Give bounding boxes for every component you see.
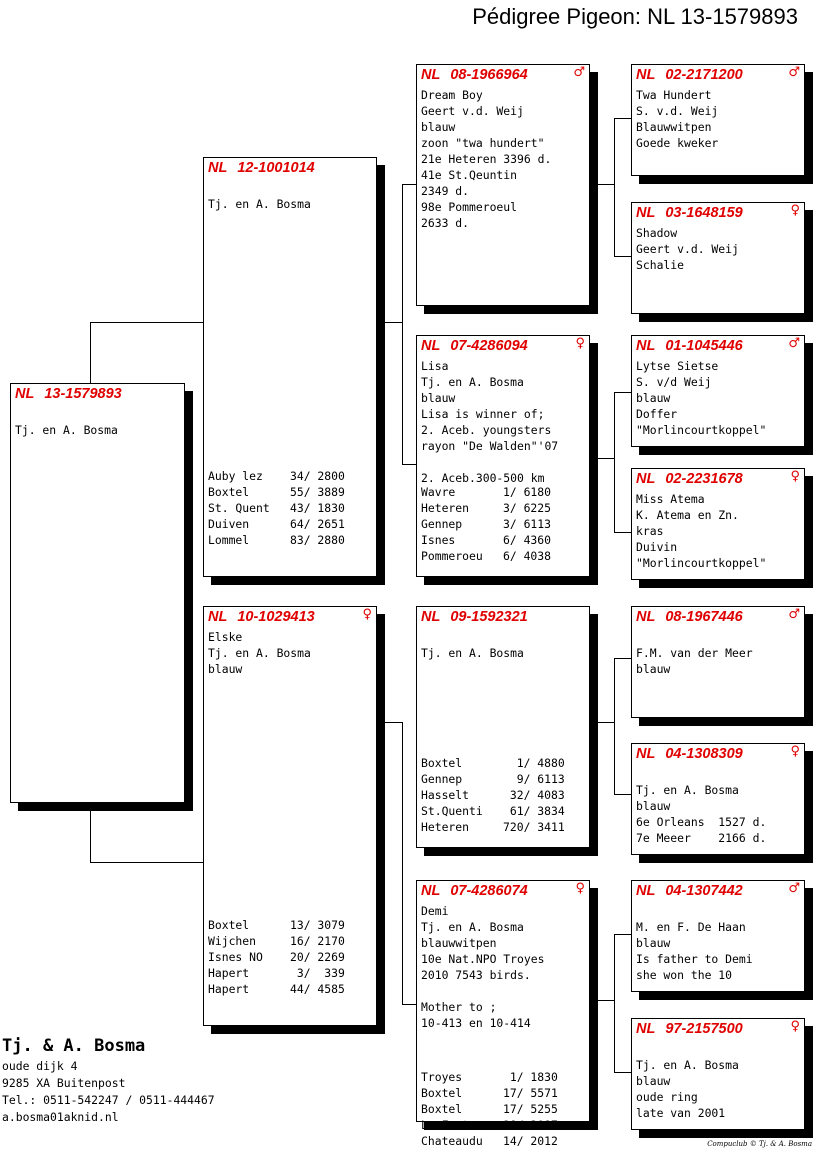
result-place: Isnes NO <box>208 950 263 964</box>
owner-phone: Tel.: 0511-542247 / 0511-444467 <box>2 1093 215 1107</box>
result-row <box>421 516 551 532</box>
ring-number: 07-4286094 <box>450 338 528 354</box>
male-icon: ♂ <box>788 336 800 351</box>
owner-name: Tj. & A. Bosma <box>2 1036 146 1056</box>
detail-line: Tj. en A. Bosma <box>15 423 118 437</box>
detail-line: M. en F. De Haan <box>636 920 746 934</box>
detail-line: K. Atema en Zn. <box>636 508 739 522</box>
detail-line: 41e St.Qeuntin <box>421 168 518 182</box>
result-row <box>421 1133 558 1149</box>
pigeon-card-mff[interactable] <box>631 606 805 718</box>
detail-line: Dream Boy <box>421 88 483 102</box>
connector <box>614 118 615 256</box>
country-code: NL <box>421 609 441 625</box>
result-row <box>208 468 345 484</box>
result-row <box>421 771 565 787</box>
pigeon-details <box>636 87 718 151</box>
detail-line: Schalie <box>636 258 685 272</box>
connector <box>614 658 615 794</box>
pigeon-card-mother[interactable] <box>203 606 377 1026</box>
pigeon-details <box>208 629 311 677</box>
pigeon-details <box>636 225 739 273</box>
detail-line: 2. Aceb. youngsters <box>421 423 552 437</box>
female-icon: ♀ <box>790 203 800 218</box>
country-code: NL <box>636 609 656 625</box>
result-row <box>208 484 345 500</box>
detail-line: blauw <box>636 662 671 676</box>
pigeon-details <box>636 491 766 571</box>
connector <box>402 1004 417 1005</box>
ring-number: 10-1029413 <box>237 609 315 625</box>
result-score: 720/ 3411 <box>503 820 565 834</box>
detail-line: blauw <box>208 662 243 676</box>
pigeon-ring-header <box>636 883 800 901</box>
country-code: NL <box>421 883 441 899</box>
connector <box>402 184 403 464</box>
connector <box>384 722 402 723</box>
result-score: 20/ 2269 <box>290 950 345 964</box>
detail-line: 2633 d. <box>421 216 470 230</box>
result-row <box>421 500 551 516</box>
result-score: 1/ 1830 <box>503 1070 558 1084</box>
country-code: NL <box>636 1021 656 1037</box>
result-row <box>208 500 345 516</box>
connector <box>614 658 632 659</box>
connector <box>598 1000 614 1001</box>
connector <box>614 1072 632 1073</box>
pigeon-card-mmf[interactable] <box>631 880 805 992</box>
result-place: Gennep <box>421 772 463 786</box>
result-score: 34/ 2800 <box>290 469 345 483</box>
result-place: Wavre <box>421 485 456 499</box>
pigeon-details <box>421 629 524 661</box>
pigeon-ring-header <box>636 746 800 764</box>
connector <box>614 532 632 533</box>
connector <box>402 722 403 1004</box>
connector <box>614 392 632 393</box>
race-results <box>208 468 345 548</box>
result-place: Boxtel <box>208 485 250 499</box>
female-icon: ♀ <box>575 881 585 896</box>
detail-line: 10-413 en 10-414 <box>421 1016 531 1030</box>
country-code: NL <box>636 883 656 899</box>
detail-line: Tj. en A. Bosma <box>636 1058 739 1072</box>
country-code: NL <box>421 67 441 83</box>
female-icon: ♀ <box>790 469 800 484</box>
detail-line: Goede kweker <box>636 136 719 150</box>
detail-line: rayon "De Walden"'07 <box>421 439 559 453</box>
connector <box>90 322 91 384</box>
result-place: Chateaudu <box>421 1134 483 1148</box>
detail-line: Shadow <box>636 226 678 240</box>
country-code: NL <box>421 338 441 354</box>
pigeon-ring-header <box>421 883 585 901</box>
female-icon: ♀ <box>790 1019 800 1034</box>
detail-line <box>636 629 753 645</box>
country-code: NL <box>636 338 656 354</box>
result-score: 6/ 4360 <box>503 533 552 547</box>
result-place: Heteren <box>421 820 470 834</box>
ring-number: 01-1045446 <box>665 338 743 354</box>
female-icon: ♀ <box>575 336 585 351</box>
owner-block <box>2 1034 215 1126</box>
connector <box>90 810 91 863</box>
detail-line: blauw <box>421 391 456 405</box>
result-place: Heteren <box>421 501 470 515</box>
female-icon: ♀ <box>790 744 800 759</box>
pigeon-card-mm[interactable] <box>416 880 590 1148</box>
detail-line: blauw <box>421 120 456 134</box>
country-code: NL <box>636 746 656 762</box>
detail-line: kras <box>636 524 664 538</box>
detail-line: oude ring <box>636 1090 698 1104</box>
pigeon-card-mfm[interactable] <box>631 743 805 855</box>
result-score: 16/ 2170 <box>290 934 345 948</box>
pigeon-ring-header <box>421 67 585 85</box>
pigeon-details <box>636 629 753 677</box>
detail-line: Geert v.d. Weij <box>636 242 739 256</box>
result-place: La Ferte <box>421 1118 476 1132</box>
connector <box>614 392 615 532</box>
pigeon-ring-header <box>636 338 800 356</box>
owner-city: 9285 XA Buitenpost <box>2 1076 126 1090</box>
ring-number: 97-2157500 <box>665 1021 743 1037</box>
result-score: 6/ 4038 <box>503 549 552 563</box>
detail-line <box>636 903 753 919</box>
detail-line: Tj. en A. Bosma <box>208 646 311 660</box>
result-score: 3/ 6225 <box>503 501 552 515</box>
pigeon-details <box>421 87 551 231</box>
owner-address: oude dijk 4 <box>2 1059 78 1073</box>
result-row <box>208 516 345 532</box>
pigeon-ring-header <box>636 67 800 85</box>
race-results <box>421 484 551 564</box>
country-code: NL <box>15 386 35 402</box>
result-row <box>421 1069 558 1085</box>
connector <box>402 184 417 185</box>
detail-line: Twa Hundert <box>636 88 712 102</box>
detail-line: Blauwwitpen <box>636 120 712 134</box>
result-score: 13/ 3079 <box>290 918 345 932</box>
result-place: Auby lez <box>208 469 263 483</box>
detail-line <box>421 983 544 999</box>
pigeon-details <box>636 358 766 438</box>
male-icon: ♂ <box>788 881 800 896</box>
detail-line: Mother to ; <box>421 1000 497 1014</box>
country-code: NL <box>636 67 656 83</box>
detail-line: Tj. en A. Bosma <box>421 920 524 934</box>
result-row <box>421 548 551 564</box>
ring-number: 08-1967446 <box>665 609 743 625</box>
pigeon-card-fm[interactable] <box>416 335 590 577</box>
result-row <box>208 949 345 965</box>
connector <box>614 794 632 795</box>
detail-line: 7e Meeer 2166 d. <box>636 831 767 845</box>
detail-line: S. v/d Weij <box>636 375 712 389</box>
page-title: Pédigree Pigeon: NL 13-1579893 <box>472 4 798 29</box>
result-place: Hapert <box>208 982 250 996</box>
pigeon-ring-header <box>636 471 800 489</box>
result-row <box>208 917 345 933</box>
race-results <box>421 1069 558 1149</box>
result-place: Wijchen <box>208 934 257 948</box>
result-score: 17/ 5255 <box>503 1102 558 1116</box>
pigeon-details <box>15 406 118 438</box>
result-score: 1/ 4880 <box>503 756 565 770</box>
detail-line: blauw <box>636 1074 671 1088</box>
detail-line: Demi <box>421 904 449 918</box>
result-place: Boxtel <box>421 1086 463 1100</box>
result-row <box>208 981 345 997</box>
connector <box>402 464 417 465</box>
result-score: 3/ 6113 <box>503 517 552 531</box>
result-place: St. Quent <box>208 501 270 515</box>
result-place: St.Quenti <box>421 804 483 818</box>
detail-line: 98e Pommeroeul <box>421 200 518 214</box>
result-place: Hapert <box>208 966 250 980</box>
detail-line: 10e Nat.NPO Troyes <box>421 952 545 966</box>
detail-line: Lytse Sietse <box>636 359 719 373</box>
result-score: 61/ 3834 <box>503 804 565 818</box>
connector <box>90 862 204 863</box>
owner-email[interactable]: a.bosma01aknid.nl <box>2 1110 119 1124</box>
ring-number: 04-1308309 <box>665 746 743 762</box>
detail-line <box>636 1041 739 1057</box>
country-code: NL <box>208 160 228 176</box>
detail-line: "Morlincourtkoppel" <box>636 556 767 570</box>
detail-line: 2010 7543 birds. <box>421 968 531 982</box>
result-place: Duiven <box>208 517 250 531</box>
pigeon-card-fmm[interactable] <box>631 468 805 580</box>
detail-line: zoon "twa hundert" <box>421 136 545 150</box>
connector <box>384 322 402 323</box>
result-score: 83/ 2880 <box>290 533 345 547</box>
detail-line: Duivin <box>636 540 678 554</box>
detail-line: blauw <box>636 936 671 950</box>
result-score: 18/ 3087 <box>503 1118 558 1132</box>
detail-line <box>636 766 766 782</box>
pigeon-card-mmm[interactable] <box>631 1018 805 1130</box>
detail-line: 6e Orleans 1527 d. <box>636 815 767 829</box>
pigeon-card-ffm[interactable] <box>631 202 805 314</box>
pigeon-details <box>421 903 544 1031</box>
connector <box>598 722 614 723</box>
result-place: Boxtel <box>421 756 463 770</box>
detail-line: F.M. van der Meer <box>636 646 753 660</box>
result-place: Hasselt <box>421 788 470 802</box>
detail-line: blauwwitpen <box>421 936 497 950</box>
detail-line: she won the 10 <box>636 968 733 982</box>
connector <box>614 118 632 119</box>
detail-line: Tj. en A. Bosma <box>421 646 524 660</box>
result-row <box>421 787 565 803</box>
pigeon-card-subject[interactable] <box>10 383 185 803</box>
detail-line: blauw <box>636 799 671 813</box>
result-score: 55/ 3889 <box>290 485 345 499</box>
female-icon: ♀ <box>362 607 372 622</box>
detail-line: Tj. en A. Bosma <box>421 375 524 389</box>
detail-line <box>15 406 118 422</box>
pigeon-card-ff[interactable] <box>416 64 590 306</box>
male-icon: ♂ <box>573 65 585 80</box>
result-row <box>421 1101 558 1117</box>
result-score: 1/ 6180 <box>503 485 552 499</box>
result-place: Isnes <box>421 533 456 547</box>
pigeon-card-mf[interactable] <box>416 606 590 848</box>
result-score: 64/ 2651 <box>290 517 345 531</box>
male-icon: ♂ <box>788 65 800 80</box>
connector <box>614 256 632 257</box>
pigeon-ring-header <box>208 160 372 178</box>
race-results <box>421 755 565 835</box>
ring-number: 02-2171200 <box>665 67 743 83</box>
race-results <box>208 917 345 997</box>
result-place: Pommeroeu <box>421 549 483 563</box>
result-row <box>421 1085 558 1101</box>
detail-line: Tj. en A. Bosma <box>208 197 311 211</box>
detail-line: Tj. en A. Bosma <box>636 783 739 797</box>
result-place: Lommel <box>208 533 250 547</box>
pigeon-details <box>421 358 558 486</box>
result-score: 9/ 6113 <box>503 772 565 786</box>
connector <box>614 934 632 935</box>
ring-number: 12-1001014 <box>237 160 315 176</box>
country-code: NL <box>208 609 228 625</box>
pigeon-ring-header <box>421 609 585 627</box>
ring-number: 07-4286074 <box>450 883 528 899</box>
ring-number: 03-1648159 <box>665 205 743 221</box>
pigeon-ring-header <box>636 1021 800 1039</box>
ring-number: 04-1307442 <box>665 883 743 899</box>
pigeon-ring-header <box>636 205 800 223</box>
footer-credit: Compuclub © Tj. & A. Bosma <box>707 1140 812 1148</box>
detail-line: S. v.d. Weij <box>636 104 719 118</box>
ring-number: 13-1579893 <box>44 386 122 402</box>
pigeon-ring-header <box>208 609 372 627</box>
detail-line: 21e Heteren 3396 d. <box>421 152 552 166</box>
result-place: Gennep <box>421 517 463 531</box>
pigeon-details <box>636 1041 739 1121</box>
ring-number: 09-1592321 <box>450 609 528 625</box>
detail-line: Geert v.d. Weij <box>421 104 524 118</box>
pigeon-card-father[interactable] <box>203 157 377 577</box>
result-score: 32/ 4083 <box>503 788 565 802</box>
pigeon-details <box>636 903 753 983</box>
connector <box>614 934 615 1072</box>
detail-line <box>208 180 311 196</box>
result-score: 43/ 1830 <box>290 501 345 515</box>
result-score: 17/ 5571 <box>503 1086 558 1100</box>
pigeon-card-fmf[interactable] <box>631 335 805 447</box>
result-row <box>421 755 565 771</box>
detail-line <box>421 629 524 645</box>
connector <box>598 184 614 185</box>
result-row <box>421 484 551 500</box>
detail-line: late van 2001 <box>636 1106 726 1120</box>
result-score: 44/ 4585 <box>290 982 345 996</box>
pigeon-ring-header <box>421 338 585 356</box>
ring-number: 02-2231678 <box>665 471 743 487</box>
detail-line: 2. Aceb.300-500 km <box>421 471 545 485</box>
pigeon-details <box>636 766 766 846</box>
result-row <box>208 532 345 548</box>
result-row <box>421 803 565 819</box>
pigeon-details <box>208 180 311 212</box>
detail-line: Miss Atema <box>636 492 705 506</box>
detail-line: blauw <box>636 391 671 405</box>
result-place: Boxtel <box>421 1102 463 1116</box>
detail-line: Doffer <box>636 407 678 421</box>
result-score: 3/ 339 <box>290 966 345 980</box>
result-row <box>421 532 551 548</box>
detail-line: 2349 d. <box>421 184 470 198</box>
result-place: Boxtel <box>208 918 250 932</box>
detail-line <box>421 454 558 470</box>
detail-line: Lisa is winner of; <box>421 407 545 421</box>
pigeon-ring-header <box>636 609 800 627</box>
country-code: NL <box>636 205 656 221</box>
detail-line: Is father to Demi <box>636 952 753 966</box>
result-row <box>421 819 565 835</box>
result-score: 14/ 2012 <box>503 1134 558 1148</box>
result-row <box>421 1117 558 1133</box>
connector <box>598 458 614 459</box>
result-row <box>208 933 345 949</box>
country-code: NL <box>636 471 656 487</box>
detail-line: "Morlincourtkoppel" <box>636 423 767 437</box>
ring-number: 08-1966964 <box>450 67 528 83</box>
pigeon-card-fff[interactable] <box>631 64 805 176</box>
result-row <box>208 965 345 981</box>
result-place: Troyes <box>421 1070 463 1084</box>
detail-line: Lisa <box>421 359 449 373</box>
male-icon: ♂ <box>788 607 800 622</box>
pigeon-ring-header <box>15 386 180 404</box>
connector <box>90 322 204 323</box>
detail-line: Elske <box>208 630 243 644</box>
